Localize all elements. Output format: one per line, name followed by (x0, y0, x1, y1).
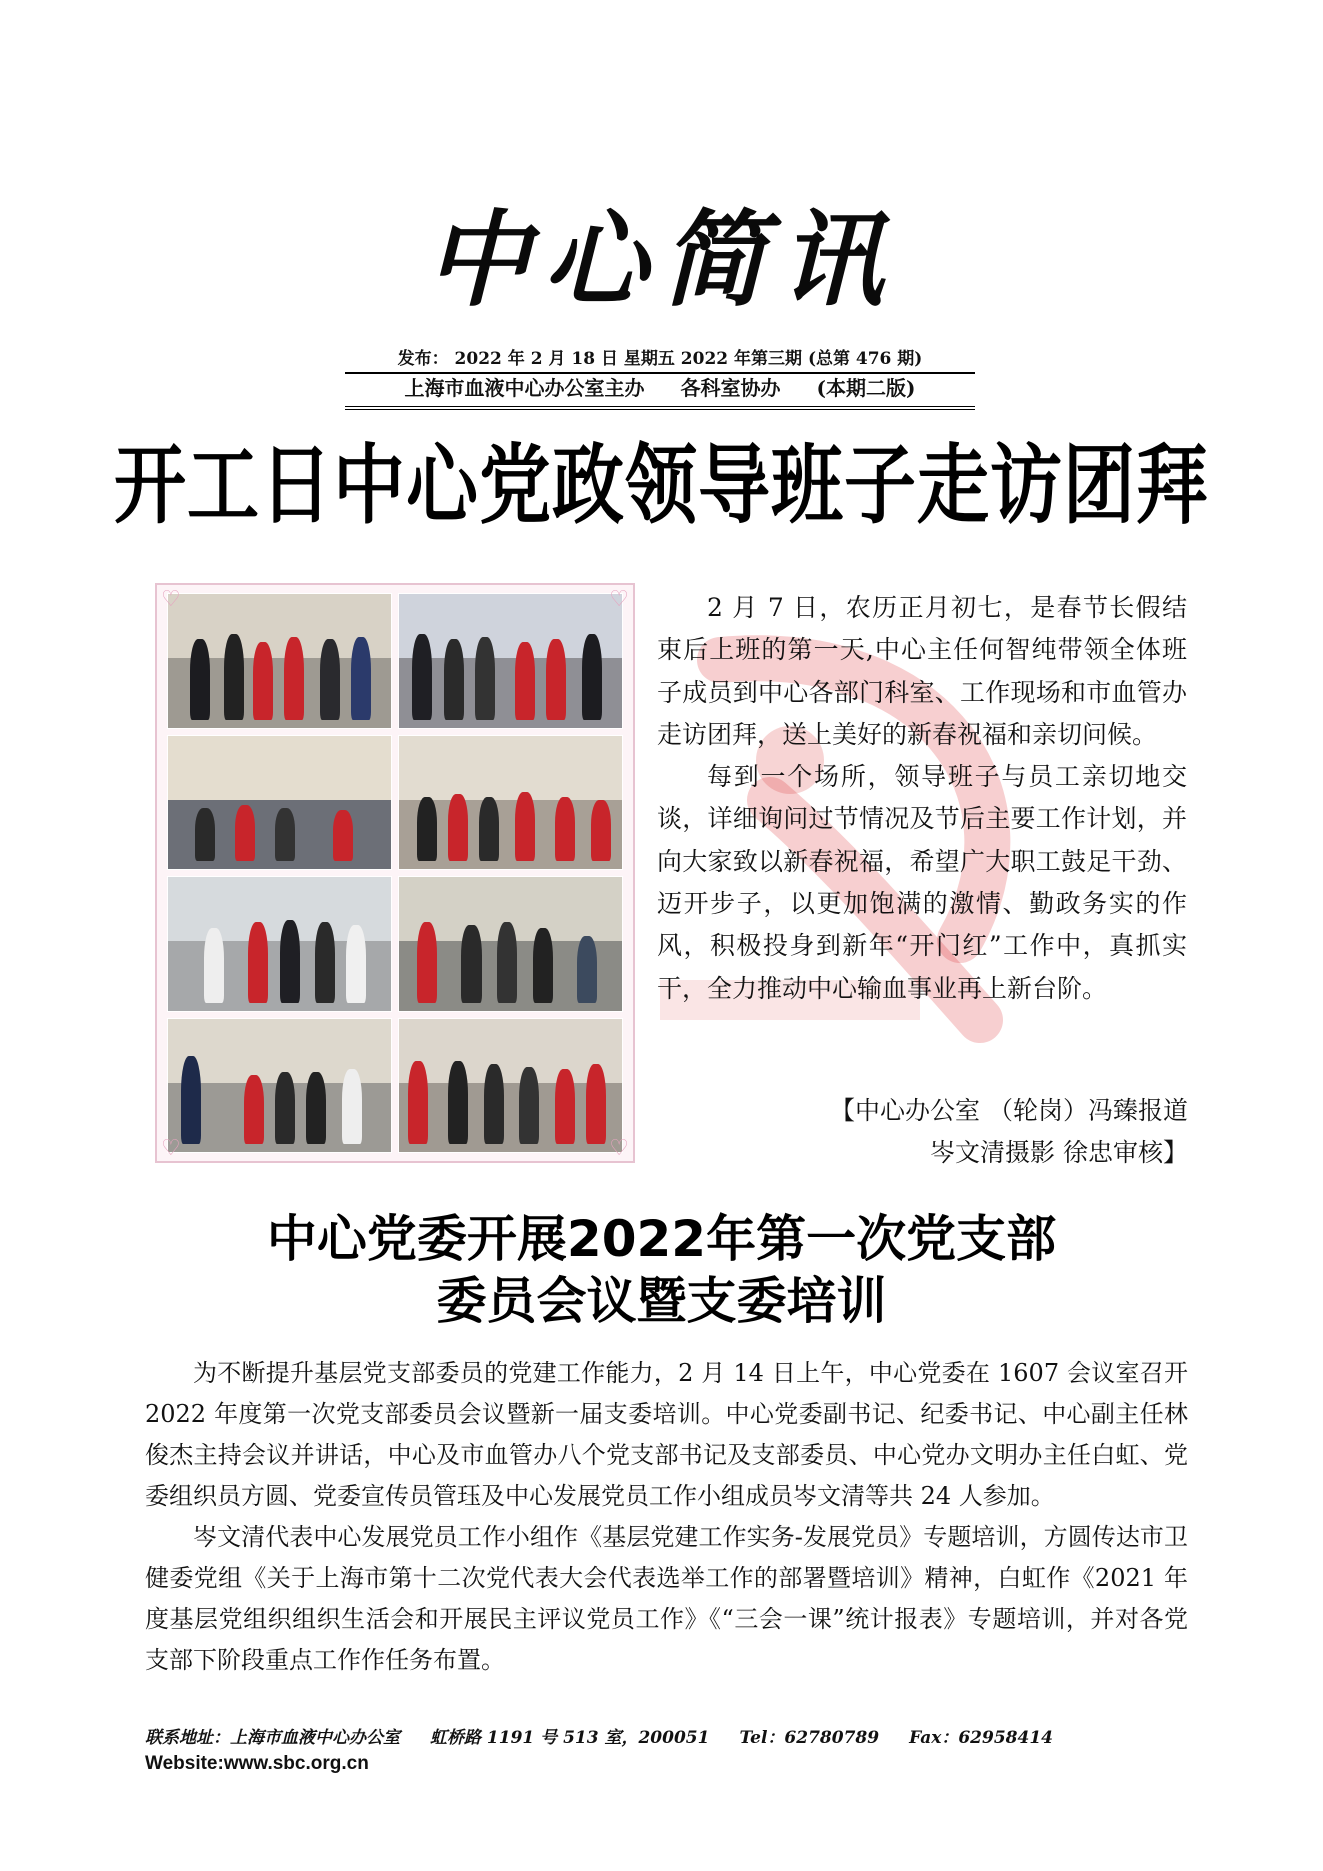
issue-info: 发布： 2022 年 2 月 18 日 星期五 2022 年第三期 (总第 476 期) (345, 348, 975, 374)
headline-line: 中心党委开展2022年第一次党支部 (266, 1210, 1057, 1268)
address: 虹桥路 1191 号 513 室，200051 (430, 1728, 710, 1748)
byline-line: 岑文清摄影 徐忠审核】 (930, 1138, 1188, 1167)
article1-paragraph: 2 月 7 日，农历正月初七，是春节长假结束后上班的第一天,中心主任何智纯带领全体班子成员到中心各部门科室、工作现场和市血管办走访团拜，送上美好的新春祝福和亲切问候。 (657, 593, 1187, 749)
article1-byline (800, 1090, 1188, 1174)
photo-7 (167, 1018, 392, 1154)
website[interactable]: Website:www.sbc.org.cn (145, 1753, 369, 1774)
heart-decoration-icon: ♡ (609, 587, 629, 612)
photo-collage (155, 583, 635, 1163)
coorganizer: 各科室协办 (680, 376, 781, 400)
article1-paragraph: 每到一个场所，领导班子与员工亲切地交谈，详细询问过节情况及节后主要工作计划，并向大家致以新春祝福，希望广大职工鼓足干劲、迈开步子，以更加饱满的激情、勤政务实的作风，积极投身到新年“开门红”工作中，真抓实干，全力推动中心输血事业再上新台阶。 (657, 762, 1187, 1003)
photo-5 (167, 876, 392, 1012)
address-label: 联系地址：上海市血液中心办公室 (145, 1728, 400, 1748)
sponsor-info (345, 374, 975, 410)
headline-line: 委员会议暨支委培训 (436, 1272, 887, 1330)
photo-3 (167, 735, 392, 871)
article2-body (145, 1353, 1188, 1681)
article1-headline: 开工日中心党政领导班子走访团拜 (113, 434, 1209, 536)
photo-4 (398, 735, 623, 871)
article2-paragraph: 岑文清代表中心发展党员工作小组作《基层党建工作实务-发展党员》专题培训，方圆传达市卫健委党组《关于上海市第十二次党代表大会代表选举工作的部署暨培训》精神，白虹作《2021 年度基层党组织组织生活会和开展民主评议党员工作》《“三会一课”统计报表》专题培训，并对各党支部下阶段重点工作作任务布置。 (145, 1523, 1188, 1674)
footer-contact (145, 1727, 1083, 1749)
photo-2 (398, 593, 623, 729)
heart-decoration-icon: ♡ (161, 587, 181, 612)
byline-line: 【中心办公室 （轮岗）冯臻报道 (830, 1096, 1188, 1125)
article2-paragraph: 为不断提升基层党支部委员的党建工作能力，2 月 14 日上午，中心党委在 1607 会议室召开 2022 年度第一次党支部委员会议暨新一届支委培训。中心党委副书记、纪委书记、中心副主任林俊杰主持会议并讲话，中心及市血管办八个党支部书记及支部委员、中心党办文明办主任白虹、党委组织员方圆、党委宣传员管珏及中心发展党员工作小组成员岑文清等共 24 人参加。 (145, 1359, 1188, 1510)
photo-1 (167, 593, 392, 729)
heart-decoration-icon: ♡ (609, 1136, 629, 1161)
sponsor: 上海市血液中心办公室主办 (404, 376, 645, 400)
photo-8 (398, 1018, 623, 1154)
article2-headline (0, 1208, 1323, 1332)
photo-6 (398, 876, 623, 1012)
edition: (本期二版) (816, 376, 916, 400)
article1-body (657, 587, 1187, 1010)
telephone: Tel：62780789 (739, 1728, 880, 1748)
masthead-title: 中心简讯 (425, 198, 898, 321)
fax: Fax：62958414 (909, 1728, 1053, 1748)
heart-decoration-icon: ♡ (161, 1136, 181, 1161)
